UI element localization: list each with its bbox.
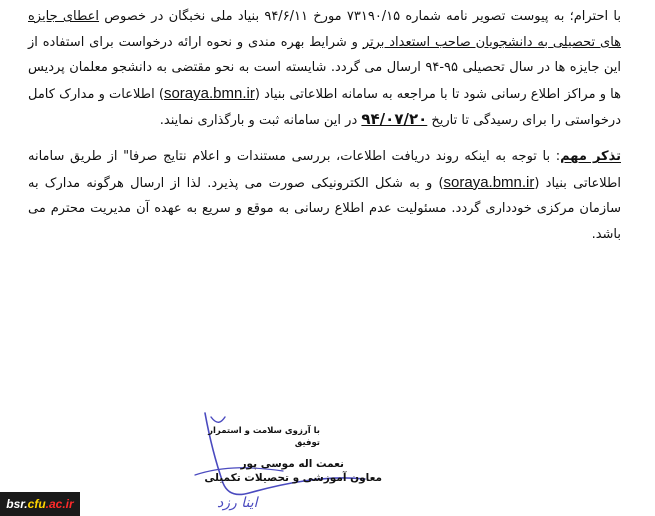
letter-body [28, 4, 621, 247]
badge-prefix: bsr. [6, 497, 28, 511]
announcement-text-3: ) اطلاعات و مدارک کامل درخواستی را برای رسیدگی تا تاریخ [28, 86, 621, 129]
site-watermark-badge[interactable] [0, 492, 80, 516]
signature-block [165, 405, 390, 516]
note-text-1: : با توجه به اینکه روند دریافت اطلاعات، بررسی مستندات و اعلام نتایج صرفا" از طریق سامانه اطلاعاتی بنیاد ( [28, 148, 622, 191]
signatory-name: نعمت اله موسی پور [240, 458, 344, 470]
soraya-url-link-1[interactable]: soraya.bmn.ir [163, 84, 255, 102]
badge-mid: cfu [27, 497, 46, 511]
handwritten-note: اینا رزد [217, 495, 258, 511]
scholarship-topic-underlined: اعطای جایزه های تحصیلی به دانشجویان صاحب استعداد برتر [28, 9, 622, 50]
soraya-url-link-2[interactable]: soraya.bmn.ir [443, 173, 535, 191]
deadline-date: ۹۴/۰۷/۲۰ [361, 110, 428, 129]
note-text-2: ) و به شکل الکترونیکی صورت می پذیرد. لذا از ارسال هرگونه مدارک به سازمان مرکزی خودداری گردد. مسئولیت عدم اطلاع رسانی به موقع و سریع به عهده آن مدیریت محترم می باشد. [28, 175, 621, 242]
announcement-text-2: و شرایط بهره مندی و نحوه ارائه درخواست برای استفاده از این جایزه ها در سال تحصیلی ۹۵-۹۴ ارسال می گردد. شایسته است به نحو مقتضی به دانشجو معلمان پردیس ها و مراکز اطلاع رسانی شود تا با مراجعه به سامانه اطلاعاتی بنیاد ( [28, 34, 621, 102]
badge-suffix: .ac.ir [45, 497, 74, 511]
announcement-text-4: در این سامانه ثبت و بارگذاری نمایند. [159, 113, 362, 129]
paragraph-important-note [28, 144, 621, 247]
signature-greeting: با آرزوی سلامت و استمرار توفیق [208, 426, 320, 448]
important-note-label: تذکر مهم [560, 148, 621, 164]
announcement-text-1: با احترام؛ به پیوست تصویر نامه شماره ۷۳۱۹۰/۱۵ مورخ ۹۴/۶/۱۱ بنیاد ملی نخبگان در خصوص [99, 9, 621, 24]
paragraph-announcement [28, 4, 621, 134]
signatory-title: معاون آموزشی و تحصیلات تکمیلی [204, 472, 382, 484]
signature-text [185, 425, 390, 485]
